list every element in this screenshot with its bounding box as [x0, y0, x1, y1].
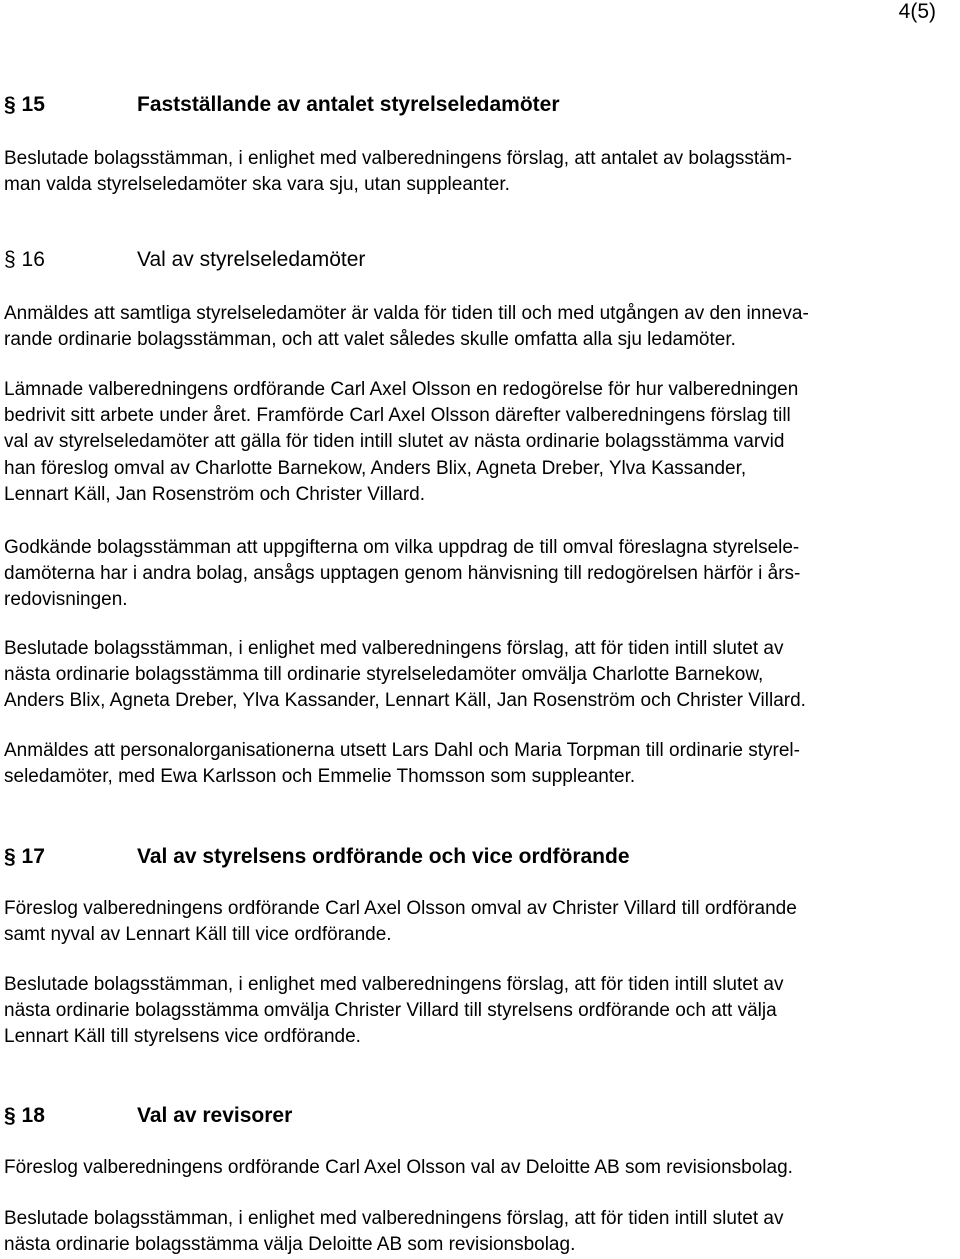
page-number: 4(5): [898, 0, 936, 23]
section-number: § 18: [4, 1104, 45, 1127]
paragraph: [4, 1155, 954, 1181]
paragraph: [4, 636, 954, 715]
text-line: Lennart Käll, Jan Rosenström och Christer Villard.: [4, 483, 426, 505]
paragraph: [4, 377, 954, 508]
text-line: nästa ordinarie bolagsstämma välja Deloitte AB som revisionsbolag.: [4, 1234, 576, 1256]
paragraph: [4, 535, 954, 614]
text-line: rande ordinarie bolagsstämman, och att valet således skulle omfatta alla sju ledamöter.: [4, 329, 736, 351]
text-line: nästa ordinarie bolagsstämma till ordinarie styrelseledamöter omvälja Charlotte Barnekow,: [4, 664, 764, 686]
section-title: Fastställande av antalet styrelseledamöter: [137, 93, 560, 116]
section-title: Val av styrelseledamöter: [137, 248, 366, 271]
paragraph: [4, 738, 954, 790]
section-number: § 17: [4, 845, 45, 868]
section-number: § 16: [4, 248, 45, 271]
paragraph: [4, 1206, 954, 1258]
text-line: man valda styrelseledamöter ska vara sju, utan suppleanter.: [4, 174, 510, 196]
text-line: damöterna har i andra bolag, ansågs upptagen genom hänvisning till redogörelsen härför i års-: [4, 563, 801, 585]
text-line: Lennart Käll till styrelsens vice ordförande.: [4, 1026, 361, 1048]
paragraph: [4, 146, 954, 198]
text-line: Lämnade valberedningens ordförande Carl Axel Olsson en redogörelse för hur valberedningen: [4, 379, 799, 400]
paragraph: [4, 896, 954, 948]
text-line: bedrivit sitt arbete under året. Framförde Carl Axel Olsson därefter valberedningens förslag till: [4, 405, 791, 427]
text-line: Föreslog valberedningens ordförande Carl Axel Olsson omval av Christer Villard till ordförande: [4, 898, 797, 919]
text-line: Anmäldes att samtliga styrelseledamöter är valda för tiden till och med utgången av den inneva-: [4, 303, 809, 324]
text-line: Godkände bolagsstämman att uppgifterna om vilka uppdrag de till omval föreslagna styrelsele-: [4, 537, 800, 558]
paragraph: [4, 972, 954, 1051]
text-line: Beslutade bolagsstämman, i enlighet med valberedningens förslag, att för tiden intill slutet av: [4, 974, 784, 995]
paragraph: [4, 301, 954, 353]
text-line: Beslutade bolagsstämman, i enlighet med valberedningens förslag, att för tiden intill slutet av: [4, 638, 784, 659]
text-line: Beslutade bolagsstämman, i enlighet med valberedningens förslag, att för tiden intill slutet av: [4, 1208, 784, 1229]
text-line: Anmäldes att personalorganisationerna utsett Lars Dahl och Maria Torpman till ordinarie styrel-: [4, 740, 800, 761]
text-line: val av styrelseledamöter att gälla för tiden intill slutet av nästa ordinarie bolagsstämma varvid: [4, 431, 785, 453]
text-line: Föreslog valberedningens ordförande Carl Axel Olsson val av Deloitte AB som revisionsbolag.: [4, 1157, 793, 1178]
text-line: Beslutade bolagsstämman, i enlighet med valberedningens förslag, att antalet av bolagsstäm-: [4, 148, 792, 169]
text-line: samt nyval av Lennart Käll till vice ordförande.: [4, 924, 392, 946]
text-line: redovisningen.: [4, 589, 128, 611]
text-line: seledamöter, med Ewa Karlsson och Emmelie Thomsson som suppleanter.: [4, 766, 636, 788]
section-number: § 15: [4, 93, 45, 116]
section-title: Val av styrelsens ordförande och vice ordförande: [137, 845, 630, 868]
text-line: Anders Blix, Agneta Dreber, Ylva Kassander, Lennart Käll, Jan Rosenström och Christer Villard.: [4, 690, 806, 712]
text-line: nästa ordinarie bolagsstämma omvälja Christer Villard till styrelsens ordförande och att välja: [4, 1000, 777, 1022]
text-line: han föreslog omval av Charlotte Barnekow, Anders Blix, Agneta Dreber, Ylva Kassander,: [4, 457, 747, 479]
section-title: Val av revisorer: [137, 1104, 293, 1127]
